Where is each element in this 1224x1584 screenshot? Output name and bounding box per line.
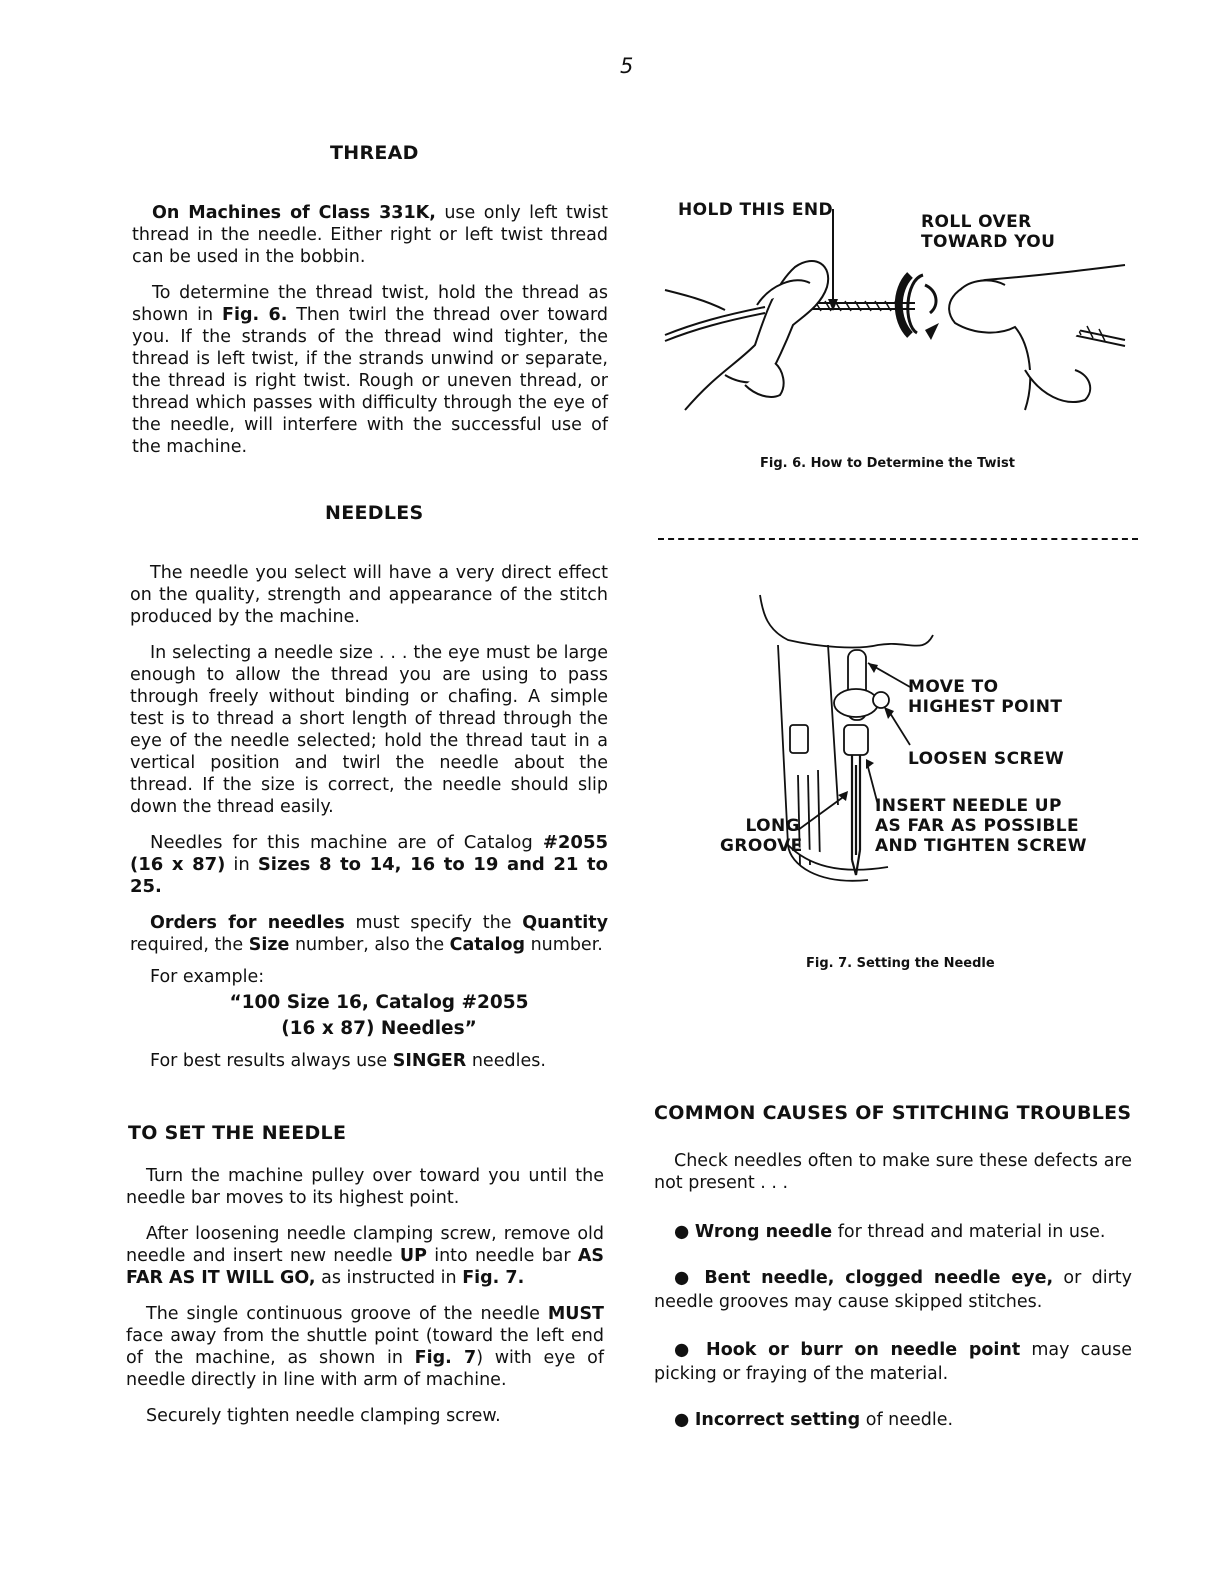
- set-needle-must: MUST: [547, 1304, 604, 1324]
- set-needle-p2-a: After loosening needle clamping screw, remove old needle and insert new needle: [126, 1224, 604, 1266]
- set-needle-as-far: AS FAR AS IT WILL GO,: [126, 1246, 604, 1288]
- thread-class-bold: On Machines of Class 331K,: [152, 203, 436, 223]
- needles-sizes: Sizes 8 to 14, 16 to 19 and 21 to 25.: [130, 854, 608, 897]
- fig7-label-insert-3: AND TIGHTEN SCREW: [875, 836, 1087, 856]
- needles-size: Size: [248, 935, 290, 955]
- troubles-b1-rest: for thread and material in use.: [832, 1222, 1106, 1242]
- fig7-label-insert-2: AS FAR AS POSSIBLE: [875, 816, 1080, 836]
- troubles-b1-bold: Wrong needle: [694, 1222, 833, 1242]
- fig7-label-long-groove: [720, 816, 803, 856]
- thread-p1-text: use only left twist thread in the needle. Either right or left twist thread can be used in the bobbin.: [132, 203, 608, 267]
- needles-catalog: Catalog: [449, 935, 526, 955]
- needles-p4-f: number, also the: [289, 935, 450, 955]
- troubles-b2-bold: Bent needle, clogged needle eye,: [704, 1268, 1054, 1288]
- needles-orders-bold: Orders for needles: [150, 913, 345, 933]
- troubles-b4-rest: of needle.: [860, 1410, 954, 1430]
- troubles-b2-rest: or dirty needle grooves may cause skipped stitches.: [654, 1268, 1133, 1312]
- fig7-label-move-2: HIGHEST POINT: [908, 697, 1063, 717]
- fig7-caption: Fig. 7. Setting the Needle: [806, 956, 995, 971]
- fig7-label-insert: [875, 796, 1087, 856]
- needles-best-a: For best results always use: [150, 1051, 393, 1071]
- needles-p4-b: must specify the: [344, 913, 523, 933]
- needles-catalog-number: #2055: [542, 832, 608, 853]
- set-needle-p4: Securely tighten needle clamping screw.: [146, 1406, 501, 1426]
- set-needle-p3-e: ) with eye of needle directly in line with arm of machine.: [126, 1348, 604, 1390]
- fig6-illustration: [655, 195, 1135, 425]
- troubles-b4-bold: Incorrect setting: [694, 1410, 861, 1430]
- fig7-label-long: LONG: [745, 816, 800, 836]
- troubles-intro: Check needles often to make sure these defects are not present . . .: [654, 1151, 1132, 1193]
- needles-quantity: Quantity: [522, 913, 608, 933]
- troubles-bullet-2: ● Bent needle, clogged needle eye, or dirty needle grooves may cause skipped stitches.: [654, 1268, 1133, 1312]
- fig7-label-move-1: MOVE TO: [908, 677, 999, 697]
- set-needle-heading: TO SET THE NEEDLE: [128, 1122, 347, 1144]
- fig7-label-move: [908, 677, 1062, 717]
- troubles-b3-rest: may cause picking or fraying of the material.: [654, 1340, 1132, 1384]
- set-needle-up: UP: [399, 1246, 427, 1266]
- needles-singer: SINGER: [392, 1051, 467, 1071]
- needles-heading: NEEDLES: [325, 502, 424, 524]
- page-number: 5: [620, 54, 634, 78]
- needles-p3-d: in: [225, 854, 258, 875]
- fig7-label-loosen: LOOSEN SCREW: [908, 749, 1065, 769]
- fig6-label-hold: HOLD THIS END: [678, 200, 834, 220]
- fig6-label-roll-1: ROLL OVER: [921, 212, 1032, 232]
- fig7-label-insert-1: INSERT NEEDLE UP: [875, 796, 1062, 816]
- troubles-b3-bold: Hook or burr on needle point: [706, 1340, 1021, 1360]
- fig6-label-roll-2: TOWARD YOU: [921, 232, 1056, 252]
- set-needle-p1: Turn the machine pulley over toward you until the needle bar moves to its highest point.: [126, 1166, 604, 1208]
- needles-catalog-size: (16 x 87): [130, 854, 226, 875]
- needles-example: [130, 990, 608, 1042]
- set-needle-text: [126, 1165, 604, 1441]
- troubles-bullet-4: ● Incorrect setting of needle.: [674, 1410, 954, 1430]
- fig7-label-groove: GROOVE: [720, 836, 803, 856]
- needles-p1: The needle you select will have a very direct effect on the quality, strength and appearance of the stitch produced by the machine.: [130, 563, 608, 627]
- thread-fig-ref: Fig. 6.: [222, 305, 288, 325]
- needles-best-c: needles.: [466, 1051, 546, 1071]
- thread-heading: THREAD: [330, 142, 419, 164]
- troubles-bullet-1: ● Wrong needle for thread and material in use.: [674, 1222, 1106, 1242]
- troubles-text: [654, 1150, 1132, 1208]
- needles-example-line2: (16 x 87) Needles”: [281, 1018, 477, 1039]
- thread-text: [132, 202, 608, 472]
- set-needle-p3-c: face away from the shuttle point (toward the left end of the machine, as shown in: [126, 1326, 604, 1368]
- needles-p2: In selecting a needle size . . . the eye must be large enough to allow the thread you are using to pass through freely without binding or chafing. A simple test is to thread a short length of thread through the eye of the needle selected; hold the thread taut in a vertical position and twirl the needle about the thread. If the size is correct, the needle should slip down the thread easily.: [130, 643, 608, 817]
- needles-text: [130, 562, 608, 1086]
- troubles-heading: COMMON CAUSES OF STITCHING TROUBLES: [654, 1102, 1132, 1124]
- set-needle-p2-e: as instructed in: [315, 1268, 463, 1288]
- needles-example-line1: “100 Size 16, Catalog #2055: [229, 992, 529, 1013]
- set-needle-p2-c: into needle bar: [426, 1246, 578, 1266]
- needles-p4-h: number.: [525, 935, 603, 955]
- set-needle-p3-a: The single continuous groove of the needle: [146, 1304, 548, 1324]
- thread-p2-text-b: Then twirl the thread over toward you. If the strands of the thread wind tighter, the thread is left twist, if the strands unwind or separate, the thread is right twist. Rough or uneven thread, or thread which passes with difficulty through the eye of the needle, will interfere with the successful use of the machine.: [132, 305, 609, 457]
- troubles-bullet-3: ● Hook or burr on needle point may cause picking or fraying of the material.: [654, 1340, 1132, 1384]
- set-needle-fig7-ref: Fig. 7: [414, 1348, 477, 1368]
- fig6-caption: Fig. 6. How to Determine the Twist: [760, 456, 1015, 471]
- set-needle-fig-ref: Fig. 7.: [462, 1268, 525, 1288]
- figure-separator: [658, 538, 1138, 540]
- thread-p2-text-a: To determine the thread twist, hold the thread as shown in: [132, 283, 608, 325]
- needles-p3-a: Needles for this machine are of Catalog: [150, 832, 543, 853]
- needles-p4-d: required, the: [130, 935, 249, 955]
- needles-example-intro: For example:: [150, 967, 265, 987]
